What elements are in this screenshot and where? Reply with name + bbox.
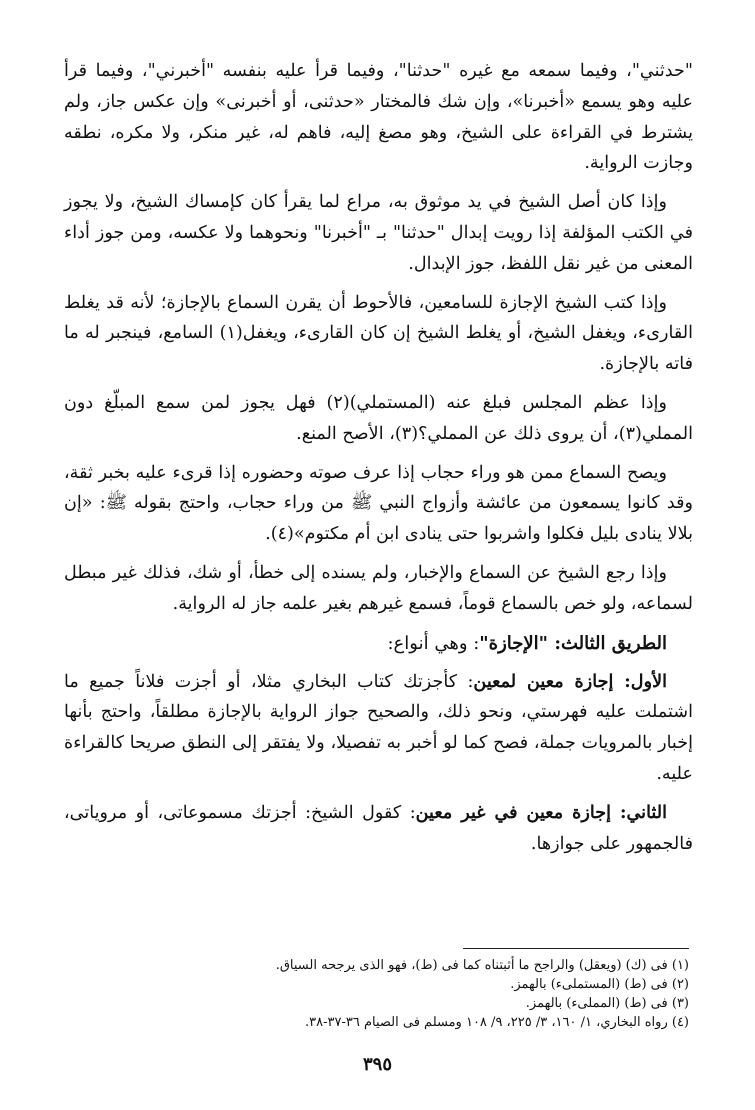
type-1-text: : كأجزتك كتاب البخاري مثلا، أو أجزت فلاناً جميع ما اشتملت عليه فهرستي، ونحو ذلك، والصحيح جواز الرواية بالإجازة مطلقاً، واحتج بأنها إخبار بالمرويات جملة، فصح كما لو أخبر به تفصيلا، ولا يفتقر إلى النطق صريحا كالقراءة عليه. — [64, 671, 693, 784]
footnotes — [70, 956, 689, 1032]
footnote-1: (١) فى (ك) (ويعقل) والراجح ما أثبتناه كما فى (ط)، فهو الذى يرجحه السياق. — [275, 958, 689, 973]
section-heading-label: الطريق الثالث: "الإجازة" — [479, 632, 667, 654]
section-heading — [64, 628, 693, 659]
type-1-paragraph — [64, 667, 693, 790]
type-1-label: الأول: إجازة معين لمعين — [473, 670, 667, 692]
paragraph-1: "حدثني"، وفيما سمعه مع غيره "حدثنا"، وفيما قرأ عليه بنفسه "أخبرني"، وفيما قرأ عليه وهو يسمع «أخبرنا»، وإن شك فالمختار «حدثنى، أو أخبرنى» وإن عكس جاز، ولم يشترط في القراءة على الشيخ، وهو مصغ إليه، فاهم له، غير منكر، ولا مكره، نطقه وجازت الرواية. — [64, 61, 693, 174]
section-heading-text: : وهي أنواع: — [387, 632, 480, 654]
paragraph-4: وإذا عظم المجلس فبلغ عنه (المستملي)(٢) فهل يجوز لمن سمع المبلّغ دون المملي(٣)، أن يروى ذلك عن المملي؟(٣)، الأصح المنع. — [64, 392, 693, 444]
paragraph-5: ويصح السماع ممن هو وراء حجاب إذا عرف صوته وحضوره إذا قرىء عليه بخبر ثقة، وقد كانوا يسمعون من عائشة وأزواج النبي ﷺ من وراء حجاب، واحتج بقوله ﷺ: «إن بلالا ينادى بليل فكلوا واشربوا حتى ينادى ابن أم مكتوم»(٤). — [64, 462, 693, 545]
page-number: ٣٩٥ — [362, 1054, 392, 1075]
paragraph-2: وإذا كان أصل الشيخ في يد موثوق به، مراع لما يقرأ كان كإمساك الشيخ، ولا يجوز في الكتب المؤلفة إذا رويت إبدال "حدثنا" بـ "أخبرنا" ونحوهما ولا عكسه، ومن جوز أداء المعنى من غير نقل اللفظ، جوز الإبدال. — [64, 192, 693, 274]
footnote-3: (٣) فى (ط) (المملىء) بالهمز. — [525, 996, 689, 1011]
footnote-2: (٢) فى (ط) (المستملىء) بالهمز. — [510, 977, 689, 992]
footnote-divider — [463, 948, 689, 949]
type-2-paragraph — [64, 798, 693, 860]
paragraph-6: وإذا رجع الشيخ عن السماع والإخبار، ولم يسنده إلى خطأ، أو شك، فذلك غير مبطل لسماعه، ولو خص بالسماع قوماً، فسمع غيرهم بغير علمه جاز له الرواية. — [64, 562, 693, 614]
footnote-4: (٤) رواه البخاري، ١/ ١٦٠، ٣/ ٢٢٥، ٩/ ١٠٨ ومسلم فى الصيام ٣٦-٣٧-٣٨. — [304, 1015, 689, 1030]
type-2-label: الثاني: إجازة معين في غير معين — [415, 801, 667, 823]
paragraph-3: وإذا كتب الشيخ الإجازة للسامعين، فالأحوط أن يقرن السماع بالإجازة؛ لأنه قد يغلط القارىء، ويغفل الشيخ، أو يغلط الشيخ إن كان القارىء، ويغفل(١) السامع، فينجبر له ما فاته بالإجازة. — [64, 292, 693, 375]
type-2-text: : كقول الشيخ: أجزتك مسموعاتى، أو مروياتى، فالجمهور على جوازها. — [64, 802, 693, 854]
